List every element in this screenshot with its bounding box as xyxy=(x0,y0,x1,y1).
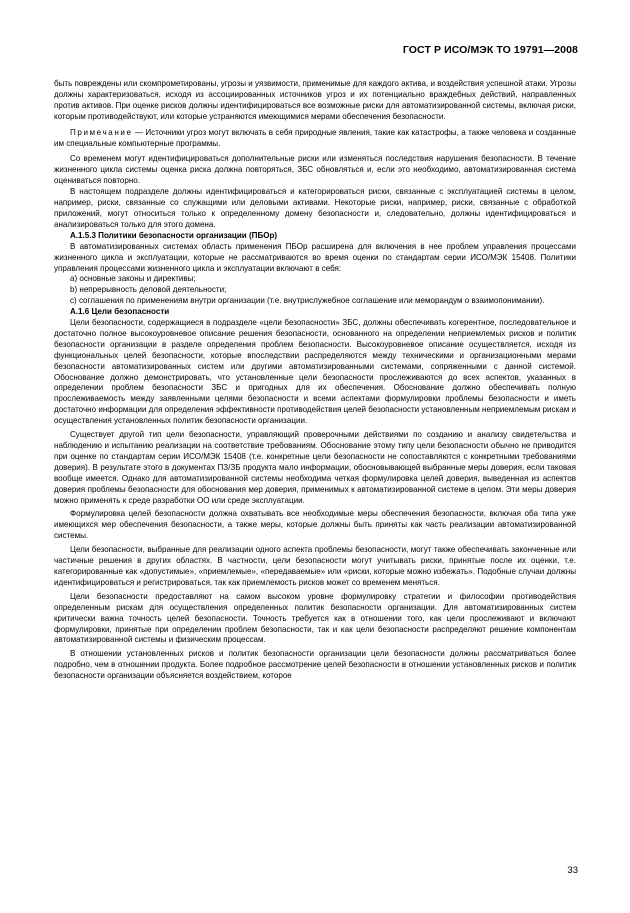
note-text: — Источники угроз могут включать в себя природные явления, такие как катастрофы, а также человека и созданные им специальные компьютерные программы. xyxy=(54,127,576,148)
list-item-a: а) основные законы и директивы; xyxy=(70,274,196,284)
page-header-standard-code: ГОСТ Р ИСО/МЭК ТО 19791—2008 xyxy=(402,44,578,56)
paragraph-partial-solutions: Цели безопасности, выбранные для реализации одного аспекта проблемы безопасности, могут также обеспечивать законченные или частичные решения в других областях. В частности, цели безопасности могут учитывать риски, принятые после их оценки, т.е. категорированные как «допустимые», «приемлемые», «передаваемые» или «риски, которые можно избежать». Подобные случаи должны идентифицироваться и регистрироваться, так как приемлемость рисков может со временем меняться. xyxy=(54,545,576,587)
page-number: 33 xyxy=(567,865,578,876)
section-heading-a16: А.1.6 Цели безопасности xyxy=(70,307,170,317)
section-heading-a153: А.1.5.3 Политики безопасности организации (ПБОр) xyxy=(70,230,278,240)
paragraph-risk-categorization: В настоящем подразделе должны идентифицироваться и категорироваться риски, связанные с эксплуатацией системы в целом, например, риски, связанные со служащими или деловыми активами. Некоторые риски, например, риски, связанные с обработкой приложений, могут относиться только к определенному домену безопасности и, следовательно, должны идентифицироваться и анализироваться только для этого домена. xyxy=(54,187,576,229)
note-label: Примечание xyxy=(70,127,133,137)
paragraph-security-objectives: Цели безопасности, содержащиеся в подразделе «цели безопасности» ЗБС, должны обеспечивать когерентное, последовательное и достаточно полное высокоуровневое описание решения безопасности, основанного на определении неприемлемых рисков и политик безопасности организации в разделе определения проблем безопасности. Высокоуровневое описание осуществляется, исходя из функциональных целей безопасности, которые впоследствии распределяются между техническими и организационными мерами безопасности автоматизированных систем или другими автоматизированными системами, сопряженными с данной системой. Обоснование должно демонстрировать, что установленные цели безопасности прослеживаются до всех аспектов, указанных в определении проблем безопасности ЗБС и пригодных для их обеспечения. Обоснование должно обеспечивать полную прослеживаемость между заявленными целями безопасности и всеми аспектами формулировки проблемы безопасности и иметь достаточно информации для определения эффективности противодействия целей безопасности установленным неприемлемым рискам и осуществления установленных политик безопасности организации. xyxy=(54,318,576,426)
paragraph-risks-continued: быть повреждены или скомпрометированы, угрозы и уязвимости, применимые для каждого актива, и воздействия успешной атаки. Угрозы должны характеризоваться, исходя из ассоциированных источников угроз и их потенциально враждебных действий, направленных против активов. При оценке рисков должны идентифицироваться все возможные риски для автоматизированной системы, включая риски, которым противодействуют, или которые устраняются имеющимися мерами обеспечения безопасности. xyxy=(54,79,576,121)
document-body xyxy=(54,79,576,682)
paragraph-osp-scope: В автоматизированных системах область применения ПБОр расширена для включения в нее проблем управления процессами жизненного цикла и эксплуатации, которые не рассматриваются во время оценки по стандартам серии ИСО/МЭК 15408. Политики управления процессами жизненного цикла и эксплуатации включают в себя: xyxy=(54,241,576,273)
paragraph-objectives-formulation: Формулировка целей безопасности должна охватывать все необходимые меры обеспечения безопасности, включая оба типа уже имеющихся мер обеспечения безопасности, а также меры, которые должны быть приняты как часть реализации автоматизированной системы. xyxy=(54,509,576,541)
paragraph-assurance-objectives: Существует другой тип цели безопасности, управляющий проверочными действиями по созданию и анализу свидетельства и наблюдению и испытанию реализации на соответствие требованиям. Обоснование этому типу цели безопасности обычно не приводится при оценке по стандартам серии ИСО/МЭК 15408 (т.е. конкретные цели безопасности не сопоставляются с конкретными требованиями доверия). В результате этого в документах ПЗ/ЗБ продукта мало информации, обосновывающей выбранные меры доверия, если таковая вообще имеется. Однако для автоматизированной системы необходима четкая формулировка целей доверия, выведенная из аспектов доверия проблемы безопасности для обоснования мер доверия, применимых к автоматизированной системе в целом. Эти меры доверия можно применять к среде разработки ОО или среде эксплуатации. xyxy=(54,430,576,505)
paragraph-detailed-consideration: В отношении установленных рисков и политик безопасности организации цели безопасности должны рассматриваться более подробно, чем в отношении продукта. Более подробное рассмотрение целей безопасности в отношении установленных рисков и политик безопасности организации объясняется воздействием, которое xyxy=(54,649,576,681)
list-item-c: с) соглашения по применениям внутри организации (т.е. внутрислужебное соглашение или меморандум о взаимопонимании). xyxy=(70,296,545,306)
note-paragraph xyxy=(54,128,576,150)
list-item-b: b) непрерывность деловой деятельности; xyxy=(70,285,227,295)
paragraph-strategy: Цели безопасности предоставляют на самом высоком уровне формулировку стратегии и философии противодействия определенным рискам для осуществления определенных политик безопасности организации. Для автоматизированных систем критически важна точность целей безопасности. Точность требуется как в отношении того, как цели прослеживают и включают формулировки, принятые при определении проблем безопасности, так и как цели безопасности распределяют решение компонентам автоматизированной системы и физическим процессам. xyxy=(54,591,576,645)
paragraph-additional-risks: Со временем могут идентифицироваться дополнительные риски или изменяться последствия нарушения безопасности. В течение жизненного цикла системы оценка риска должна повторяться, ЗБС обновляться и, если это необходимо, автоматизированная система оцениваться повторно. xyxy=(54,154,576,186)
